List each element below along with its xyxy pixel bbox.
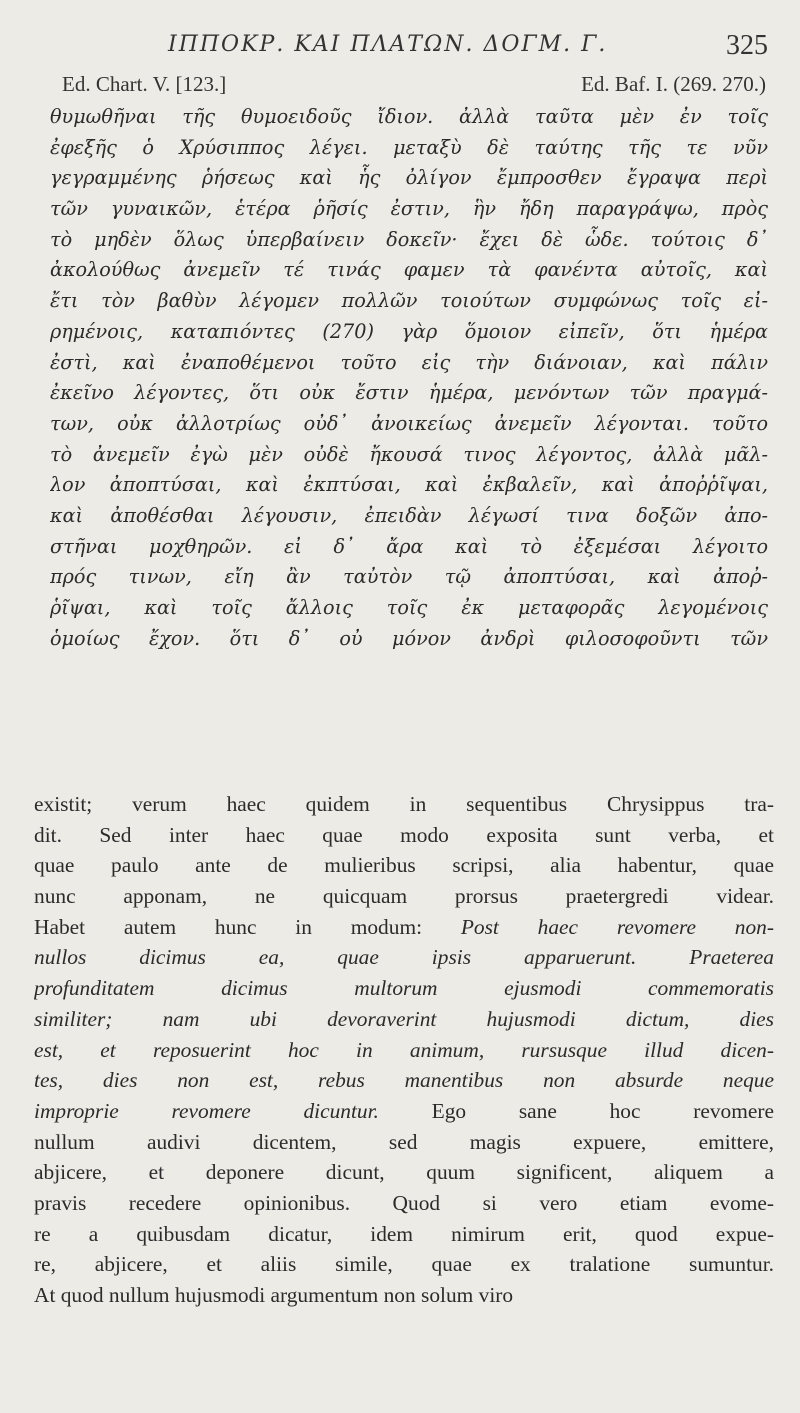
edition-references (0, 72, 800, 100)
greek-text-line: λον ἀποπτύσαι, καὶ ἐκπτύσαι, καὶ ἐκβαλεῖν, καὶ ἀποῤῥῖψαι, (50, 473, 768, 497)
greek-text-line: τῶν γυναικῶν, ἑτέρα ῥῆσίς ἐστιν, ἣν ἤδη παραγράψω, πρὸς (50, 197, 768, 221)
latin-text-line: nullum audivi dicentem, sed magis expuere, emittere, (34, 1129, 774, 1154)
latin-text-line (34, 973, 774, 1004)
greek-text-line: των, οὐκ ἀλλοτρίως οὐδ᾽ ἀνοικείως ἀνεμεῖν λέγονται. τοῦτο (50, 411, 768, 435)
greek-text-line: ἀκολούθως ἀνεμεῖν τέ τινάς φαμεν τὰ φανέντα αὐτοῖς, καὶ (50, 258, 768, 282)
greek-text-line: ἐκεῖνο λέγοντες, ὅτι οὐκ ἔστιν ἡμέρα, μενόντων τῶν πραγμά- (50, 381, 768, 405)
greek-text-line: καὶ ἀποθέσθαι λέγουσιν, ἐπειδὰν λέγωσί τινα δοξῶν ἀπο- (50, 503, 768, 527)
greek-text-block (50, 102, 768, 654)
greek-text-line: τὸ μηδὲν ὅλως ὑπερβαίνειν δοκεῖν· ἔχει δὲ ὧδε. τούτοις δ᾽ (50, 227, 768, 251)
latin-text-line: pravis recedere opinionibus. Quod si vero etiam evome- (34, 1190, 774, 1215)
italic-quotation: est, et reposuerint hoc in animum, rursusque illud dicen- (34, 1037, 774, 1062)
italic-quotation: nullos dicimus ea, quae ipsis apparuerunt. Praeterea (34, 945, 774, 970)
latin-text-line: re, abjicere, et aliis simile, quae ex tralatione sumuntur. (34, 1252, 774, 1277)
italic-quotation: profunditatem dicimus multorum ejusmodi commemoratis (34, 976, 774, 1001)
edition-basel-reference: Ed. Baf. I. (269. 270.) (581, 72, 766, 96)
latin-text-line: Habet autem hunc in modum: Post haec revomere non- (34, 914, 774, 939)
latin-text-line: improprie revomere dicuntur. Ego sane hoc revomere (34, 1098, 774, 1123)
running-head (0, 30, 800, 64)
latin-text-line (34, 942, 774, 973)
greek-text-line: ῥῖψαι, καὶ τοῖς ἄλλοις τοῖς ἐκ μεταφορᾶς λεγομένοις (50, 596, 768, 619)
latin-text-line: nunc apponam, ne quicquam prorsus praetergredi videar. (34, 884, 774, 909)
italic-quotation: similiter; nam ubi devoraverint hujusmodi dictum, dies (34, 1006, 774, 1031)
latin-text-line (34, 1035, 774, 1066)
greek-text-line: ἐστὶ, καὶ ἐναποθέμενοι τοῦτο εἰς τὴν διάνοιαν, καὶ πάλιν (50, 350, 768, 374)
greek-text-line: ἐφεξῆς ὁ Χρύσιππος λέγει. μεταξὺ δὲ ταύτης τῆς τε νῦν (50, 135, 768, 159)
greek-text-line: ρημένοις, καταπιόντες (270) γὰρ ὅμοιον εἰπεῖν, ὅτι ἡμέρα (50, 319, 768, 343)
latin-text-line (34, 1004, 774, 1035)
latin-text-line: re a quibusdam dicatur, idem nimirum erit, quod expue- (34, 1221, 774, 1246)
running-title: ΙΠΠΟΚΡ. ΚΑΙ ΠΛΑΤΩΝ. ΔΟΓΜ. Γ. (168, 32, 608, 57)
greek-text-line: γεγραμμένης ῥήσεως καὶ ἧς ὀλίγον ἔμπροσθεν ἔγραψα περὶ (50, 166, 768, 190)
greek-text-line: τὸ ἀνεμεῖν ἐγὼ μὲν οὐδὲ ἤκουσά τινος λέγοντος, ἀλλὰ μᾶλ- (50, 442, 768, 466)
latin-text-line: existit; verum haec quidem in sequentibus Chrysippus tra- (34, 792, 774, 816)
latin-text-line: dit. Sed inter haec quae modo exposita sunt verba, et (34, 822, 774, 847)
latin-text-block (34, 789, 774, 1311)
italic-quotation: improprie revomere dicuntur. (34, 1098, 379, 1123)
latin-text-line (34, 1065, 774, 1096)
latin-text-line: quae paulo ante de mulieribus scripsi, alia habentur, quae (34, 853, 774, 878)
italic-quotation: tes, dies non est, rebus manentibus non absurde neque (34, 1068, 774, 1093)
greek-text-line: πρός τινων, εἴη ἂν ταὐτὸν τῷ ἀποπτύσαι, καὶ ἀποῤ- (50, 565, 768, 589)
greek-text-line: θυμωθῆναι τῆς θυμοειδοῦς ἴδιον. ἀλλὰ ταῦτα μὲν ἐν τοῖς (50, 105, 768, 128)
greek-text-line: στῆναι μοχθηρῶν. εἰ δ᾽ ἄρα καὶ τὸ ἐξεμέσαι λέγοιτο (50, 534, 768, 558)
latin-text-line: At quod nullum hujusmodi argumentum non solum viro (34, 1283, 514, 1307)
greek-text-line: ἔτι τὸν βαθὺν λέγομεν πολλῶν τοιούτων συμφώνως τοῖς εἰ- (50, 289, 768, 313)
greek-text-line: ὁμοίως ἔχον. ὅτι δ᾽ οὐ μόνον ἀνδρὶ φιλοσοφοῦντι τῶν (50, 626, 768, 650)
page-number: 325 (726, 30, 768, 61)
edition-chartier-reference: Ed. Chart. V. [123.] (62, 72, 227, 96)
latin-text-line: abjicere, et deponere dicunt, quum significent, aliquem a (34, 1160, 774, 1185)
italic-quotation: Post haec revomere non- (460, 914, 774, 939)
